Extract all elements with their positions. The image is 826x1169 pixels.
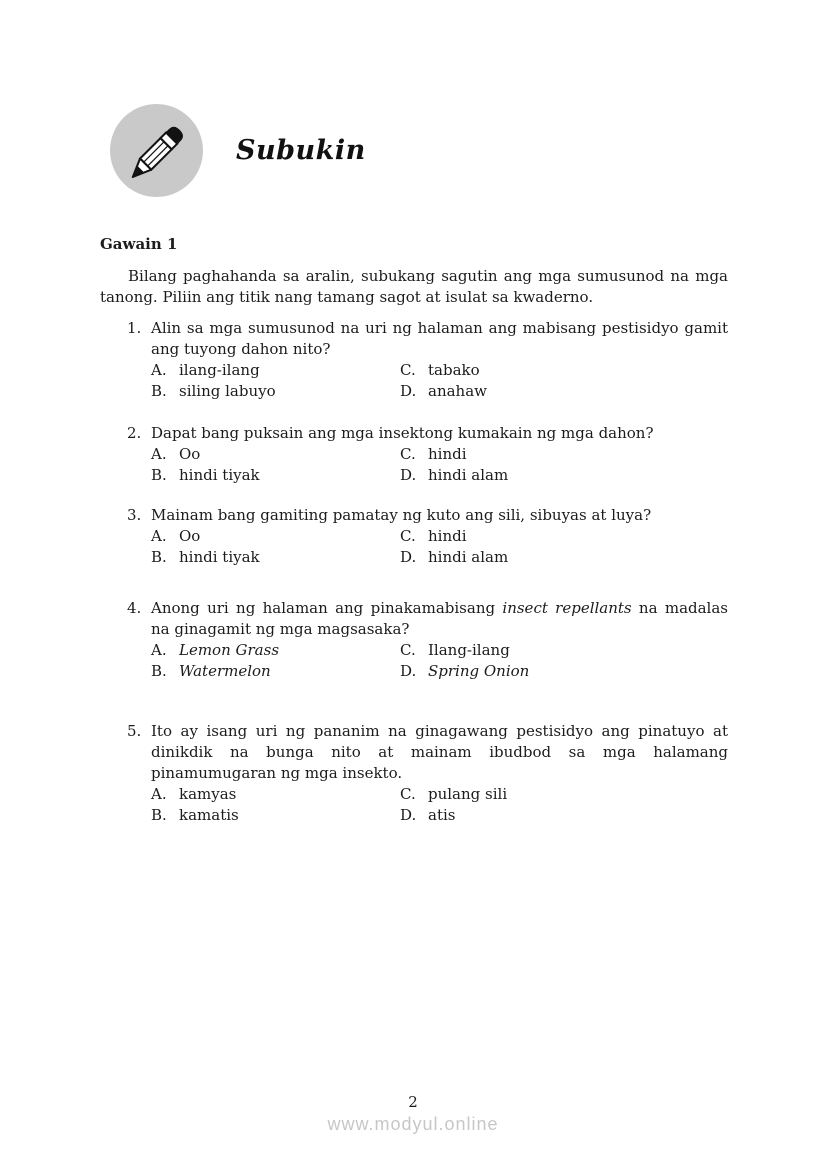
option-item (400, 444, 728, 465)
option-letter: D. (400, 466, 417, 484)
intro-paragraph: Bilang paghahanda sa aralin, subukang sagutin ang mga sumusunod na mga tanong. Piliin ang titik nang tamang sagot at isulat sa kwaderno. (100, 267, 728, 306)
options-grid (151, 784, 728, 826)
option-text: Watermelon (179, 662, 271, 680)
option-item (151, 661, 400, 682)
option-text: Lemon Grass (179, 641, 280, 659)
option-item (400, 360, 728, 381)
page-number: 2 (408, 1093, 418, 1111)
option-item (151, 784, 400, 805)
option-letter: C. (400, 785, 416, 803)
question-number: 5. (127, 722, 142, 740)
option-letter: B. (151, 466, 167, 484)
question-item-5 (127, 721, 728, 826)
option-item (400, 640, 728, 661)
option-text: kamyas (179, 785, 237, 803)
question-item-1 (127, 318, 728, 402)
option-item (151, 526, 400, 547)
option-item (400, 784, 728, 805)
question-number: 4. (127, 599, 142, 617)
option-letter: A. (151, 527, 167, 545)
option-letter: D. (400, 382, 417, 400)
option-text: hindi tiyak (179, 466, 260, 484)
option-item (400, 381, 728, 402)
option-text: anahaw (428, 382, 487, 400)
option-letter: B. (151, 806, 167, 824)
option-letter: D. (400, 662, 417, 680)
question-item-4 (127, 598, 728, 682)
question-item-2 (127, 423, 728, 486)
option-item (151, 381, 400, 402)
module-header (110, 104, 366, 197)
worksheet-content (100, 234, 728, 826)
option-text: atis (428, 806, 456, 824)
question-number: 2. (127, 424, 142, 442)
options-grid (151, 526, 728, 568)
option-letter: C. (400, 361, 416, 379)
option-text: kamatis (179, 806, 239, 824)
section-heading: Gawain 1 (100, 235, 178, 253)
question-item-3 (127, 505, 728, 568)
option-text: pulang sili (428, 785, 508, 803)
option-letter: B. (151, 382, 167, 400)
option-text: tabako (428, 361, 480, 379)
watermark: www.modyul.online (327, 1114, 499, 1134)
options-grid (151, 360, 728, 402)
option-letter: A. (151, 361, 167, 379)
option-text: Ilang-ilang (428, 641, 510, 659)
option-item (400, 805, 728, 826)
option-letter: A. (151, 445, 167, 463)
option-item (151, 360, 400, 381)
option-text: hindi alam (428, 466, 509, 484)
question-number: 3. (127, 506, 142, 524)
pencil-icon (110, 104, 203, 197)
question-number: 1. (127, 319, 142, 337)
option-item (151, 640, 400, 661)
option-text: Spring Onion (428, 662, 530, 680)
option-text: hindi alam (428, 548, 509, 566)
option-letter: D. (400, 806, 417, 824)
page-title: Subukin (236, 135, 366, 166)
option-item (400, 465, 728, 486)
option-text: Oo (179, 527, 201, 545)
option-letter: A. (151, 785, 167, 803)
option-letter: C. (400, 641, 416, 659)
options-grid (151, 444, 728, 486)
option-item (151, 465, 400, 486)
question-text: Dapat bang puksain ang mga insektong kumakain ng mga dahon? (151, 424, 654, 442)
question-text: Mainam bang gamiting pamatay ng kuto ang sili, sibuyas at luya? (151, 506, 652, 524)
option-text: Oo (179, 445, 201, 463)
option-item (400, 661, 728, 682)
question-text: Ito ay isang uri ng pananim na ginagawang pestisidyo ang pinatuyo at dinikdik na bunga nito at mainam ibudbod sa mga halamang pinamumugaran ng mga insekto. (151, 722, 728, 782)
option-text: ilang-ilang (179, 361, 260, 379)
option-letter: A. (151, 641, 167, 659)
question-text: Alin sa mga sumusunod na uri ng halaman ang mabisang pestisidyo gamit ang tuyong dahon nito? (151, 319, 728, 358)
option-letter: C. (400, 445, 416, 463)
options-grid (151, 640, 728, 682)
option-letter: D. (400, 548, 417, 566)
option-text: hindi tiyak (179, 548, 260, 566)
option-text: siling labuyo (179, 382, 276, 400)
option-item (151, 547, 400, 568)
option-text: hindi (428, 445, 467, 463)
option-item (400, 547, 728, 568)
question-text: Anong uri ng halaman ang pinakamabisang insect repellants na madalas na ginagamit ng mga magsasaka? (151, 599, 728, 638)
option-item (151, 444, 400, 465)
option-letter: C. (400, 527, 416, 545)
option-text: hindi (428, 527, 467, 545)
option-letter: B. (151, 662, 167, 680)
option-item (400, 526, 728, 547)
option-letter: B. (151, 548, 167, 566)
option-item (151, 805, 400, 826)
